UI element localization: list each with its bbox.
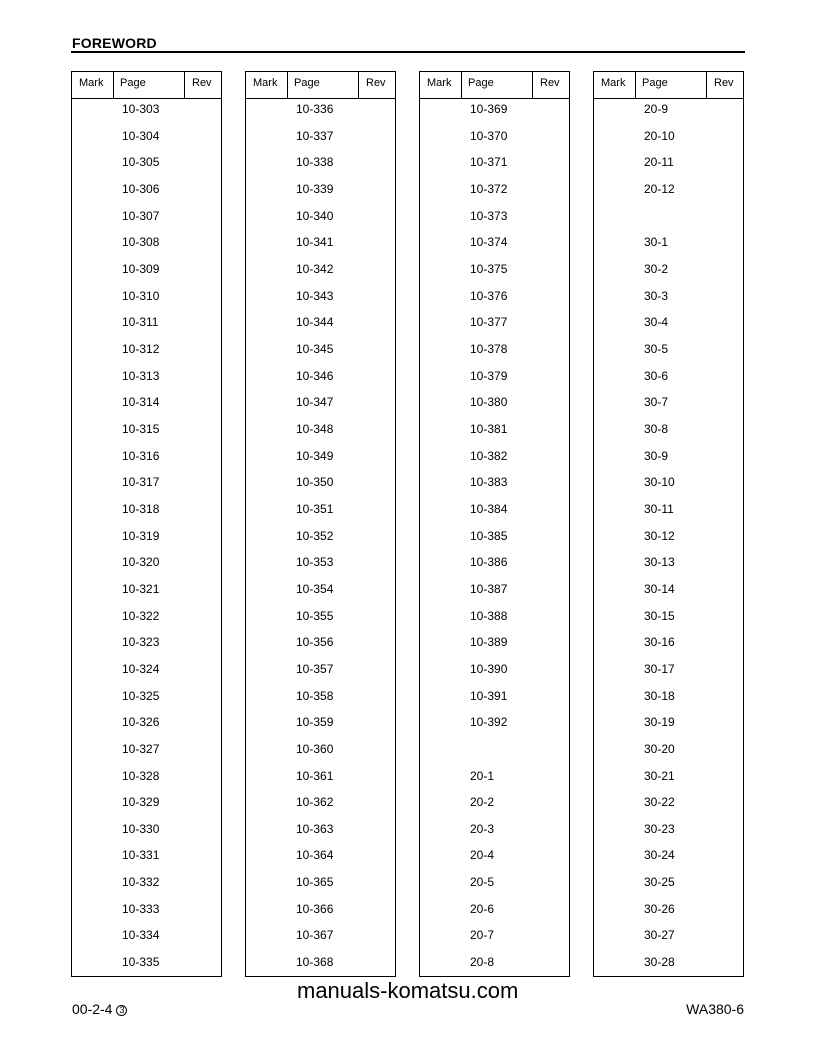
table-row: 10-333 [122,901,160,916]
table-row: 30-16 [644,635,675,650]
table-row: 20-11 [644,155,674,170]
table-row: 10-319 [122,528,160,543]
table-row: 10-323 [122,635,160,650]
table-row: 20-4 [470,848,495,863]
table-row: 10-331 [122,848,160,863]
table-row: 10-353 [296,555,334,570]
table-row: 10-342 [296,261,334,276]
table-row: 10-336 [296,102,334,116]
table-row: 20-8 [470,955,495,970]
table-row: 10-324 [122,661,160,676]
table-row: 10-357 [296,661,334,676]
table-row: 20-7 [470,928,495,943]
table-row: 10-371 [470,155,508,170]
table-row: 10-346 [296,368,334,383]
page-table-1 [71,71,222,977]
column-divider [635,72,636,98]
table-row: 10-345 [296,341,334,356]
table-row: 10-351 [296,501,334,516]
table-row: 30-12 [644,528,675,543]
table-row: 10-387 [470,581,508,596]
page-number: 00-2-4 [72,1001,113,1017]
table-row: 10-335 [122,955,160,970]
table-row: 10-366 [296,901,334,916]
table-row: 10-318 [122,501,160,516]
header-rev: Rev [714,77,734,89]
table-row: 10-361 [296,768,334,783]
header-rev: Rev [540,77,560,89]
table-row: 10-312 [122,341,160,356]
table-row: 10-378 [470,341,508,356]
table-row: 10-313 [122,368,160,383]
header-mark: Mark [427,77,452,89]
table-row: 10-349 [296,448,334,463]
table-row: 30-13 [644,555,675,570]
header-mark: Mark [601,77,626,89]
table-row: 30-20 [644,741,675,756]
title-rule [71,51,745,53]
table-row: 10-334 [122,928,160,943]
table-row: 10-325 [122,688,160,703]
table-row: 10-350 [296,475,334,490]
table-row: 30-25 [644,875,675,890]
table-row: 30-11 [644,501,674,516]
table-row: 10-377 [470,315,508,330]
table-row: 10-348 [296,421,334,436]
table-row: 10-306 [122,181,160,196]
table-row: 30-19 [644,715,675,730]
table-row: 10-343 [296,288,334,303]
table-row: 10-328 [122,768,160,783]
header-page: Page [468,77,494,89]
table-row: 20-2 [470,795,495,810]
table-row: 30-1 [644,235,669,250]
table-row: 10-316 [122,448,160,463]
table-row: 10-341 [296,235,334,250]
table-row: 10-321 [122,581,160,596]
table-row: 10-382 [470,448,508,463]
table-row: 10-356 [296,635,334,650]
table-row: 10-326 [122,715,160,730]
header-page: Page [294,77,320,89]
table-row: 30-14 [644,581,675,596]
table-header [246,72,395,99]
table-row: 30-23 [644,821,675,836]
table-row: 10-320 [122,555,160,570]
column-divider [532,72,533,98]
table-row: 10-386 [470,555,508,570]
table-row: 10-332 [122,875,160,890]
table-row: 30-15 [644,608,675,623]
header-mark: Mark [253,77,278,89]
table-row: 10-365 [296,875,334,890]
table-header [594,72,743,99]
table-row: 10-344 [296,315,334,330]
table-row: 10-360 [296,741,334,756]
table-row: 30-7 [644,395,669,410]
page-table-3 [419,71,570,977]
table-row: 10-322 [122,608,160,623]
footer-model: WA380-6 [686,1001,744,1017]
table-row: 10-315 [122,421,160,436]
table-row: 10-308 [122,235,160,250]
table-row: 30-26 [644,901,675,916]
table-row: 10-340 [296,208,334,223]
table-row: 30-4 [644,315,669,330]
table-row: 30-17 [644,661,675,676]
header-rev: Rev [192,77,212,89]
table-row: 10-329 [122,795,160,810]
table-row: 30-3 [644,288,669,303]
table-row: 10-384 [470,501,508,516]
table-row: 10-369 [470,102,508,116]
page-title: FOREWORD [72,35,157,51]
table-row: 20-10 [644,128,675,143]
table-row: 30-6 [644,368,669,383]
table-row: 10-310 [122,288,160,303]
table-row: 10-390 [470,661,508,676]
column-divider [706,72,707,98]
table-row: 20-3 [470,821,495,836]
table-row: 10-368 [296,955,334,970]
table-row: 10-354 [296,581,334,596]
table-row: 10-380 [470,395,508,410]
table-row: 20-5 [470,875,495,890]
table-row: 10-381 [470,421,508,436]
table-row: 10-314 [122,395,160,410]
watermark: manuals-komatsu.com [297,978,519,1003]
table-row: 20-12 [644,181,675,196]
table-row: 10-376 [470,288,508,303]
table-row: 10-364 [296,848,334,863]
table-row: 20-1 [470,768,495,783]
table-row: 10-339 [296,181,334,196]
table-row: 10-303 [122,102,160,116]
table-row: 10-307 [122,208,160,223]
table-row: 10-311 [122,315,159,330]
column-divider [184,72,185,98]
table-row: 10-383 [470,475,508,490]
table-row: 30-27 [644,928,675,943]
column-divider [461,72,462,98]
table-row: 10-389 [470,635,508,650]
table-row: 30-10 [644,475,675,490]
table-row: 10-363 [296,821,334,836]
table-row: 30-24 [644,848,675,863]
table-row: 30-9 [644,448,669,463]
table-row: 10-388 [470,608,508,623]
table-row: 30-18 [644,688,675,703]
header-mark: Mark [79,77,104,89]
table-row: 10-305 [122,155,160,170]
table-row: 10-362 [296,795,334,810]
table-row: 10-358 [296,688,334,703]
table-row: 10-392 [470,715,508,730]
table-row: 10-337 [296,128,334,143]
table-row: 10-330 [122,821,160,836]
table-row: 30-8 [644,421,669,436]
table-row: 30-2 [644,261,669,276]
table-row: 30-28 [644,955,675,970]
page-table-4 [593,71,744,977]
column-divider [113,72,114,98]
table-row: 10-338 [296,155,334,170]
column-divider [358,72,359,98]
page-table-2 [245,71,396,977]
header-page: Page [120,77,146,89]
table-row: 10-347 [296,395,334,410]
table-row: 30-22 [644,795,675,810]
table-row: 10-352 [296,528,334,543]
table-row: 10-304 [122,128,160,143]
table-row: 30-5 [644,341,669,356]
table-row: 10-370 [470,128,508,143]
table-row: 10-385 [470,528,508,543]
footer-page-number [72,1001,127,1017]
table-row: 20-6 [470,901,495,916]
table-row: 10-391 [470,688,508,703]
table-header [72,72,221,99]
table-row: 10-374 [470,235,508,250]
table-row: 10-373 [470,208,508,223]
table-row: 10-355 [296,608,334,623]
table-row: 10-379 [470,368,508,383]
table-row: 10-367 [296,928,334,943]
table-row: 10-359 [296,715,334,730]
header-rev: Rev [366,77,386,89]
table-row: 10-372 [470,181,508,196]
table-row: 30-21 [644,768,675,783]
header-page: Page [642,77,668,89]
revision-mark: 3 [116,1005,127,1016]
table-row: 10-327 [122,741,160,756]
table-row: 20-9 [644,102,669,116]
column-divider [287,72,288,98]
table-header [420,72,569,99]
table-row: 10-309 [122,261,160,276]
table-row: 10-317 [122,475,160,490]
table-row: 10-375 [470,261,508,276]
